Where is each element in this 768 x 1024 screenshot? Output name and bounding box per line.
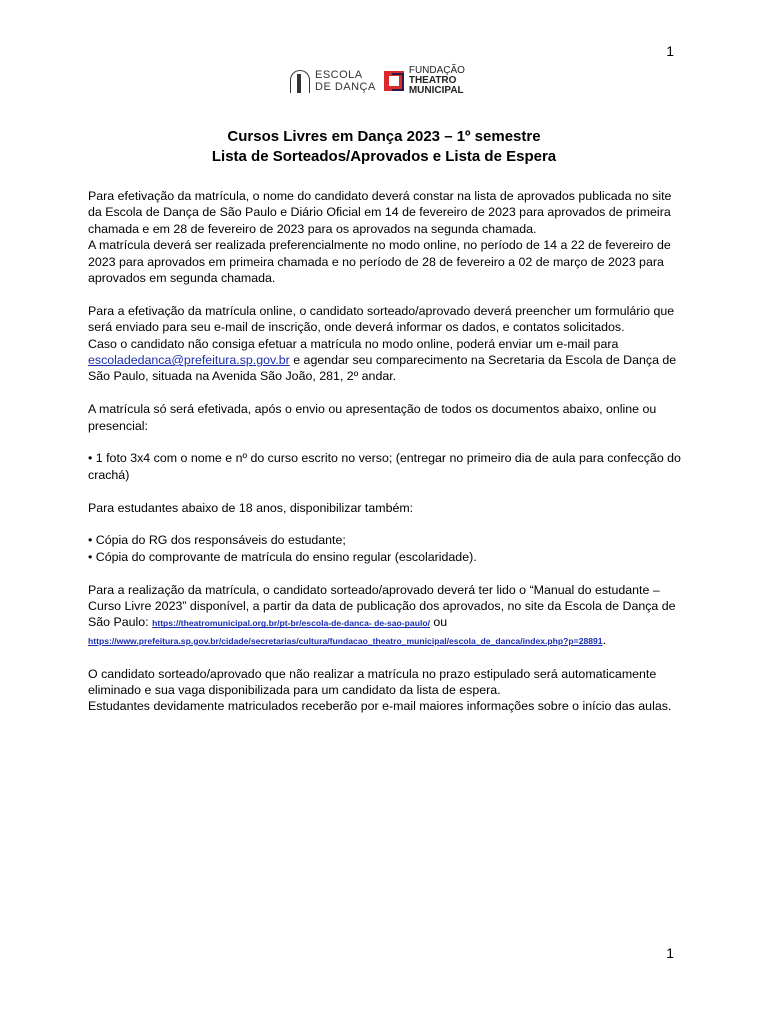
bullet-photo: • 1 foto 3x4 com o nome e nº do curso escrito no verso; (entregar no primeiro dia de aula para confecção do crachá) — [88, 451, 681, 482]
paragraph-email-option — [88, 336, 686, 385]
document-body — [88, 188, 686, 715]
escola-logo-line1: ESCOLA — [315, 69, 363, 81]
theatro-link[interactable]: https://theatromunicipal.org.br/pt-br/escola-de-danca- de-sao-paulo/ — [152, 618, 430, 629]
email-option-text: Caso o candidato não consiga efetuar a matrícula no modo online, poderá enviar um e-mail para — [88, 336, 619, 351]
page-number-top: 1 — [666, 43, 674, 59]
manual-or: ou — [429, 615, 448, 630]
fundacao-theatro-municipal-logo — [384, 66, 465, 96]
fund-logo-line1: FUNDAÇÃO — [408, 65, 465, 76]
paragraph-enrollment-period: A matrícula deverá ser realizada preferencialmente no modo online, no período de 14 a 22 de fevereiro de 2023 para aprovados em primeira chamada e no período de 28 de fevereiro a 02 de março de 2023 para aprovados em segunda chamada. — [88, 238, 671, 286]
document-title — [0, 127, 768, 167]
title-line-2: Lista de Sorteados/Aprovados e Lista de Espera — [211, 148, 557, 165]
escola-logo-line2: DE DANÇA — [315, 81, 376, 93]
email-option-address: e agendar seu comparecimento na Secretaria da Escola de Dança de São Paulo, situada na Avenida São João, 281, 2º andar. — [88, 353, 677, 384]
title-line-1: Cursos Livres em Dança 2023 – 1º semestre — [227, 128, 541, 145]
email-link[interactable]: escoladedanca@prefeitura.sp.gov.br — [88, 353, 290, 368]
paragraph-documents: A matrícula só será efetivada, após o envio ou apresentação de todos os documentos abaixo, online ou presencial: — [88, 402, 657, 433]
escola-logo-icon — [290, 70, 310, 93]
fund-logo-line3: MUNICIPAL — [408, 85, 464, 96]
paragraph-under-18: Para estudantes abaixo de 18 anos, disponibilizar também: — [88, 500, 414, 515]
header-logos — [290, 66, 465, 96]
paragraph-manual — [88, 582, 686, 650]
page-number-bottom: 1 — [666, 945, 674, 961]
manual-end: . — [602, 632, 607, 647]
paragraph-elimination: O candidato sorteado/aprovado que não realizar a matrícula no prazo estipulado será automaticamente eliminado e sua vaga disponibilizada para um candidato da lista de espera. — [88, 666, 657, 698]
theatro-logo-icon — [384, 71, 404, 91]
fund-logo-line2: THEATRO — [408, 75, 457, 86]
paragraph-online-form: Para a efetivação da matrícula online, o candidato sorteado/aprovado deverá preencher um formulário que será enviado para seu e-mail de inscrição, onde deverá informar os dados, e contatos solicitados. — [88, 303, 675, 335]
escola-de-danca-logo — [290, 69, 376, 93]
paragraph-publication: Para efetivação da matrícula, o nome do candidato deverá constar na lista de aprovados publicada no site da Escola de Dança de São Paulo e Diário Oficial em 14 de fevereiro de 2023 para aprovados de primeira chamada e em 28 de fevereiro de 2023 para os aprovados na segunda chamada. — [88, 189, 672, 236]
paragraph-info: Estudantes devidamente matriculados receberão por e-mail maiores informações sobre o início das aulas. — [88, 699, 672, 714]
bullet-school-proof: • Cópia do comprovante de matrícula do ensino regular (escolaridade). — [88, 549, 477, 564]
bullet-rg: • Cópia do RG dos responsáveis do estudante; — [88, 533, 346, 548]
prefeitura-link[interactable]: https://www.prefeitura.sp.gov.br/cidade/secretarias/cultura/fundacao_theatro_municipal/escola_de_danca/index.php?p=28891 — [88, 635, 603, 646]
manual-text: Para a realização da matrícula, o candidato sorteado/aprovado deverá ter lido o “Manual do estudante – Curso Livre 2023” disponível, a partir da data de publicação dos aprovados, no site da Escola de Dança de São Paulo: — [88, 582, 676, 630]
